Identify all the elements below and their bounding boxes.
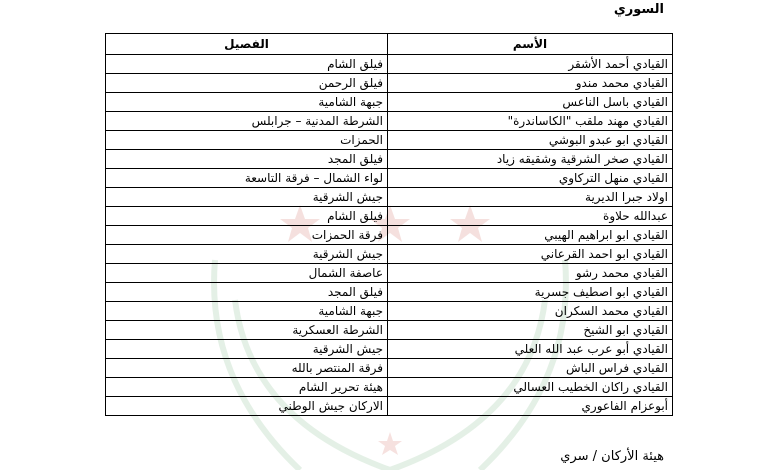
table-header-row bbox=[106, 34, 673, 55]
cell-name: القيادي منهل التركاوي bbox=[388, 169, 673, 188]
cell-faction: جبهة الشامية bbox=[106, 93, 388, 112]
cell-name: القيادي مهند ملقب "الكاساندرة" bbox=[388, 112, 673, 131]
cell-name: القيادي ابو احمد القرعاني bbox=[388, 245, 673, 264]
column-header-faction: الفصيل bbox=[106, 34, 388, 55]
leaders-table bbox=[105, 33, 673, 416]
cell-faction: عاصفة الشمال bbox=[106, 264, 388, 283]
cell-name: القيادي أحمد الأشقر bbox=[388, 55, 673, 74]
cell-faction: فرقة المنتصر بالله bbox=[106, 359, 388, 378]
cell-faction: فرقة الحمزات bbox=[106, 226, 388, 245]
table-row bbox=[106, 359, 673, 378]
cell-name: القيادي محمد السكران bbox=[388, 302, 673, 321]
table-row bbox=[106, 245, 673, 264]
table-row bbox=[106, 283, 673, 302]
table-row bbox=[106, 188, 673, 207]
table-row bbox=[106, 74, 673, 93]
column-header-name: الأسم bbox=[388, 34, 673, 55]
table-row bbox=[106, 321, 673, 340]
table-row bbox=[106, 55, 673, 74]
table-row bbox=[106, 340, 673, 359]
cell-name: القيادي محمد رشو bbox=[388, 264, 673, 283]
table-row bbox=[106, 169, 673, 188]
table-body bbox=[106, 55, 673, 416]
table-row bbox=[106, 207, 673, 226]
cell-faction: الحمزات bbox=[106, 131, 388, 150]
cell-name: اولاد جبرا الديرية bbox=[388, 188, 673, 207]
cell-name: القيادي ابو الشيخ bbox=[388, 321, 673, 340]
table-row bbox=[106, 397, 673, 416]
cell-faction: جبهة الشامية bbox=[106, 302, 388, 321]
table-row bbox=[106, 131, 673, 150]
cell-name: القيادي ابو عبدو البوشي bbox=[388, 131, 673, 150]
table-row bbox=[106, 112, 673, 131]
table-row bbox=[106, 264, 673, 283]
cell-name: القيادي باسل الناعس bbox=[388, 93, 673, 112]
footer-classification: هيئة الأركان / سري bbox=[560, 449, 664, 464]
cell-faction: فيلق الشام bbox=[106, 207, 388, 226]
table-row bbox=[106, 302, 673, 321]
table-row bbox=[106, 378, 673, 397]
page-heading: السوري bbox=[613, 2, 664, 17]
cell-name: القيادي فراس الباش bbox=[388, 359, 673, 378]
cell-faction: الشرطة المدنية – جرابلس bbox=[106, 112, 388, 131]
cell-name: القيادي ابو ابراهيم الهيبي bbox=[388, 226, 673, 245]
table-row bbox=[106, 93, 673, 112]
cell-name: عبدالله حلاوة bbox=[388, 207, 673, 226]
cell-faction: فيلق المجد bbox=[106, 150, 388, 169]
cell-faction: جيش الشرقية bbox=[106, 188, 388, 207]
cell-faction: هيئة تحرير الشام bbox=[106, 378, 388, 397]
cell-faction: لواء الشمال – فرقة التاسعة bbox=[106, 169, 388, 188]
cell-faction: جيش الشرقية bbox=[106, 245, 388, 264]
table-row bbox=[106, 150, 673, 169]
cell-name: القيادي راكان الخطيب العسالي bbox=[388, 378, 673, 397]
cell-faction: الشرطة العسكرية bbox=[106, 321, 388, 340]
cell-name: القيادي محمد مندو bbox=[388, 74, 673, 93]
cell-faction: جيش الشرقية bbox=[106, 340, 388, 359]
table-row bbox=[106, 226, 673, 245]
cell-name: أبوعزام الفاعوري bbox=[388, 397, 673, 416]
cell-name: القيادي ابو اصطيف جسرية bbox=[388, 283, 673, 302]
cell-faction: فيلق الشام bbox=[106, 55, 388, 74]
cell-faction: فيلق المجد bbox=[106, 283, 388, 302]
cell-name: القيادي صخر الشرقية وشقيقه زياد bbox=[388, 150, 673, 169]
cell-faction: فيلق الرحمن bbox=[106, 74, 388, 93]
cell-faction: الاركان جيش الوطني bbox=[106, 397, 388, 416]
cell-name: القيادي أبو عرب عبد الله العلي bbox=[388, 340, 673, 359]
